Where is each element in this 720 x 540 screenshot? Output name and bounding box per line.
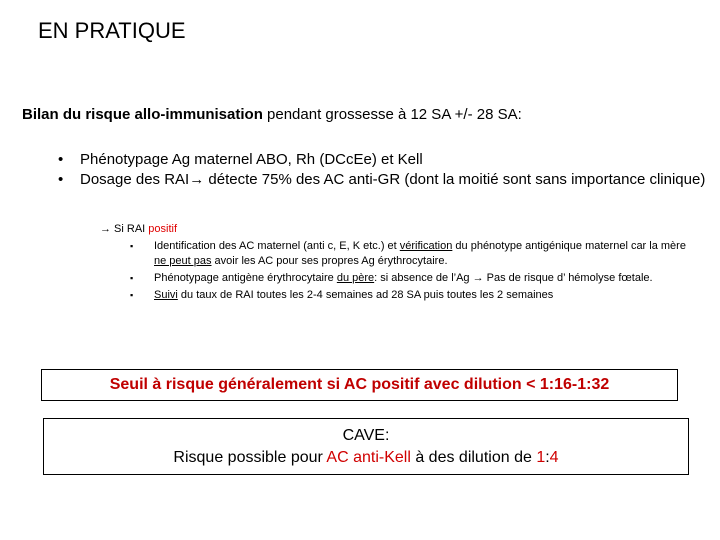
page-title: EN PRATIQUE	[38, 18, 186, 43]
caution-box	[43, 418, 689, 475]
list-item	[58, 150, 708, 170]
item-text: Phénotypage antigène érythrocytaire	[154, 272, 337, 284]
caution-part: :	[545, 449, 550, 466]
intro-text	[22, 106, 522, 123]
item-text: Pas de risque d’ hémolyse fœtale.	[483, 272, 653, 284]
item-underline: Suivi	[154, 289, 178, 301]
bullet-list	[58, 150, 708, 190]
square-bullet-icon: ▪	[130, 290, 134, 300]
arrow-icon: →	[100, 223, 111, 235]
heading-highlight: positif	[148, 223, 178, 235]
rai-positive-section	[100, 222, 700, 305]
caution-title: CAVE:	[342, 427, 390, 444]
caution-highlight: 4	[549, 449, 559, 466]
intro-rest: pendant grossesse à 12 SA +/- 28 SA:	[262, 106, 522, 123]
square-bullet-icon: ▪	[130, 273, 134, 283]
bullet-icon: •	[58, 151, 64, 168]
list-item	[100, 239, 700, 269]
list-item	[100, 288, 700, 303]
sub-list	[100, 239, 700, 303]
list-item	[100, 271, 700, 286]
arrow-icon: →	[189, 171, 205, 188]
caution-part: à des dilution de	[410, 449, 537, 466]
caution-highlight: AC anti-Kell	[326, 449, 411, 466]
caution-text	[44, 447, 688, 469]
arrow-icon: →	[472, 272, 484, 284]
bullet-text: détecte 75% des AC anti-GR (dont la moitié sont sans importance clinique)	[204, 171, 706, 188]
list-item	[58, 170, 708, 190]
bullet-icon: •	[58, 171, 64, 188]
caution-highlight: 1	[536, 449, 546, 466]
threshold-box: Seuil à risque généralement si AC positif avec dilution < 1:16-1:32	[41, 369, 678, 401]
item-underline: du père	[336, 272, 375, 284]
item-text: : si absence de l’Ag	[374, 272, 473, 284]
heading-text: Si RAI	[111, 223, 149, 235]
item-text: du taux de RAI toutes les 2-4 semaines ad 28 SA puis toutes les 2 semaines	[177, 289, 554, 301]
caution-part: Risque possible pour	[173, 449, 327, 466]
item-text: avoir les AC pour ses propres Ag érythrocytaire.	[211, 255, 448, 267]
item-underline: ne peut pas	[154, 255, 212, 267]
item-text: du phénotype antigénique maternel car la mère	[452, 240, 686, 252]
intro-bold: Bilan du risque allo-immunisation	[22, 106, 263, 123]
bullet-text: Dosage des RAI	[80, 171, 190, 188]
square-bullet-icon: ▪	[130, 241, 134, 251]
bullet-text: Phénotypage Ag maternel ABO, Rh (DCcEe) et Kell	[80, 151, 423, 168]
item-text: Identification des AC maternel (anti c, E, K etc.) et	[154, 240, 400, 252]
section-heading	[100, 222, 700, 237]
item-underline: vérification	[399, 240, 453, 252]
